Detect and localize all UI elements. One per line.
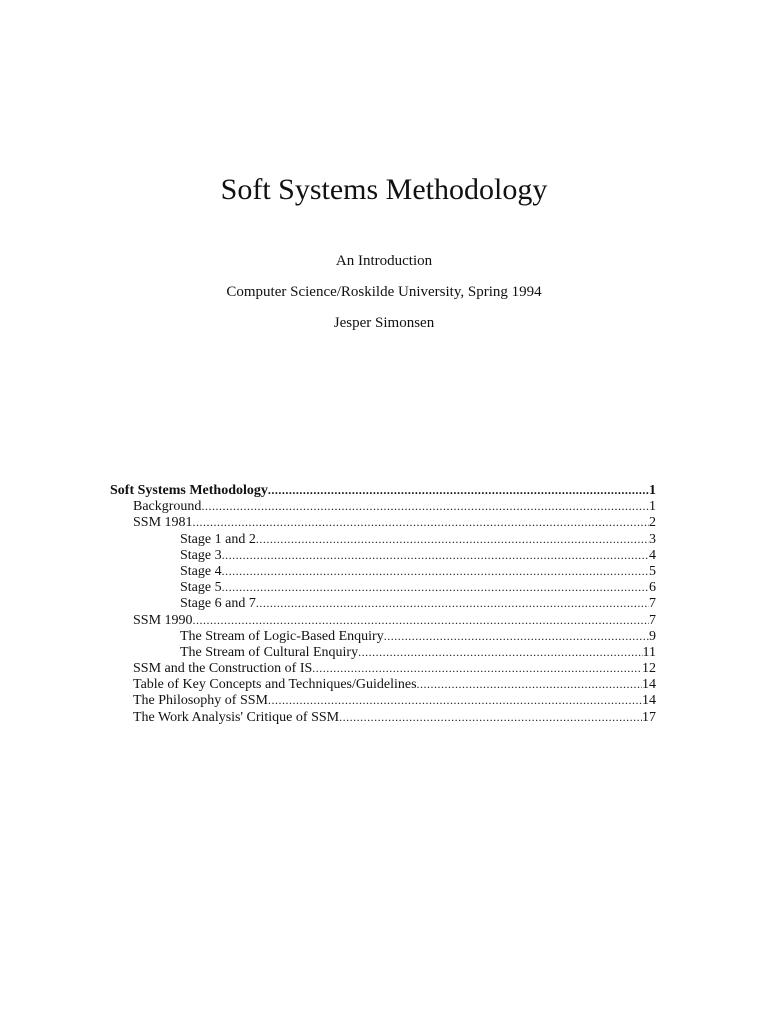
toc-entry-title: Stage 1 and 2 bbox=[180, 531, 256, 547]
toc-entry[interactable] bbox=[110, 547, 656, 563]
toc-leader bbox=[339, 709, 642, 725]
toc-entry-page: 12 bbox=[642, 661, 656, 677]
toc-entry-title: Stage 3 bbox=[180, 547, 222, 563]
toc-entry[interactable] bbox=[110, 660, 656, 676]
toc-entry[interactable] bbox=[110, 498, 656, 514]
toc-entry-title: Table of Key Concepts and Techniques/Guidelines bbox=[133, 677, 417, 693]
toc-entry-page: 14 bbox=[642, 677, 656, 693]
toc-leader bbox=[256, 595, 649, 611]
toc-entry-page: 6 bbox=[649, 580, 656, 596]
toc-entry-title: The Work Analysis' Critique of SSM bbox=[133, 709, 340, 725]
toc-entry[interactable] bbox=[110, 482, 656, 498]
toc-leader bbox=[268, 692, 642, 708]
toc-leader bbox=[222, 579, 649, 595]
toc-entry[interactable] bbox=[110, 563, 656, 579]
toc-leader bbox=[256, 531, 649, 547]
toc-leader bbox=[417, 676, 642, 692]
document-affiliation: Computer Science/Roskilde University, Spring 1994 bbox=[226, 284, 542, 300]
toc-entry[interactable] bbox=[110, 709, 656, 725]
toc-entry-page: 7 bbox=[649, 596, 656, 612]
toc-leader bbox=[193, 514, 649, 530]
toc-entry-page: 4 bbox=[649, 547, 656, 563]
toc-leader bbox=[268, 482, 649, 498]
toc-entry[interactable] bbox=[110, 644, 656, 660]
toc-entry[interactable] bbox=[110, 514, 656, 530]
toc-leader bbox=[201, 498, 649, 514]
toc-entry-page: 14 bbox=[642, 693, 656, 709]
toc-leader bbox=[222, 563, 649, 579]
toc-entry-page: 2 bbox=[649, 515, 656, 531]
toc-entry-page: 3 bbox=[649, 531, 656, 547]
table-of-contents bbox=[110, 482, 656, 725]
toc-entry-title: The Stream of Logic-Based Enquiry bbox=[180, 628, 384, 644]
toc-entry-page: 9 bbox=[649, 628, 656, 644]
toc-entry-title: SSM 1981 bbox=[133, 515, 193, 531]
toc-entry-page: 11 bbox=[642, 644, 656, 660]
toc-entry-title: The Stream of Cultural Enquiry bbox=[180, 644, 359, 660]
toc-entry[interactable] bbox=[110, 628, 656, 644]
toc-entry-title: The Philosophy of SSM bbox=[133, 693, 268, 709]
toc-entry-title: Stage 4 bbox=[180, 563, 222, 579]
toc-leader bbox=[384, 628, 649, 644]
toc-entry[interactable] bbox=[110, 579, 656, 595]
toc-entry-page: 7 bbox=[649, 612, 656, 628]
document-author: Jesper Simonsen bbox=[333, 315, 435, 331]
toc-entry-page: 1 bbox=[649, 483, 656, 498]
toc-entry-page: 17 bbox=[642, 709, 656, 725]
toc-entry[interactable] bbox=[110, 676, 656, 692]
document-title: Soft Systems Methodology bbox=[220, 173, 548, 206]
toc-entry[interactable] bbox=[110, 612, 656, 628]
toc-entry-page: 5 bbox=[649, 563, 656, 579]
toc-entry-page: 1 bbox=[649, 499, 656, 515]
toc-entry[interactable] bbox=[110, 692, 656, 708]
toc-entry[interactable] bbox=[110, 531, 656, 547]
toc-entry-title: Stage 5 bbox=[180, 580, 222, 596]
toc-entry[interactable] bbox=[110, 595, 656, 611]
toc-leader bbox=[312, 660, 642, 676]
toc-leader bbox=[193, 612, 649, 628]
toc-entry-title: Stage 6 and 7 bbox=[180, 596, 256, 612]
toc-leader bbox=[358, 644, 642, 660]
toc-entry-title: SSM 1990 bbox=[133, 612, 193, 628]
toc-entry-title: Background bbox=[133, 499, 202, 515]
toc-entry-title: SSM and the Construction of IS bbox=[133, 661, 313, 677]
document-subtitle: An Introduction bbox=[335, 253, 433, 269]
toc-leader bbox=[222, 547, 649, 563]
toc-entry-title: Soft Systems Methodology bbox=[110, 483, 268, 498]
